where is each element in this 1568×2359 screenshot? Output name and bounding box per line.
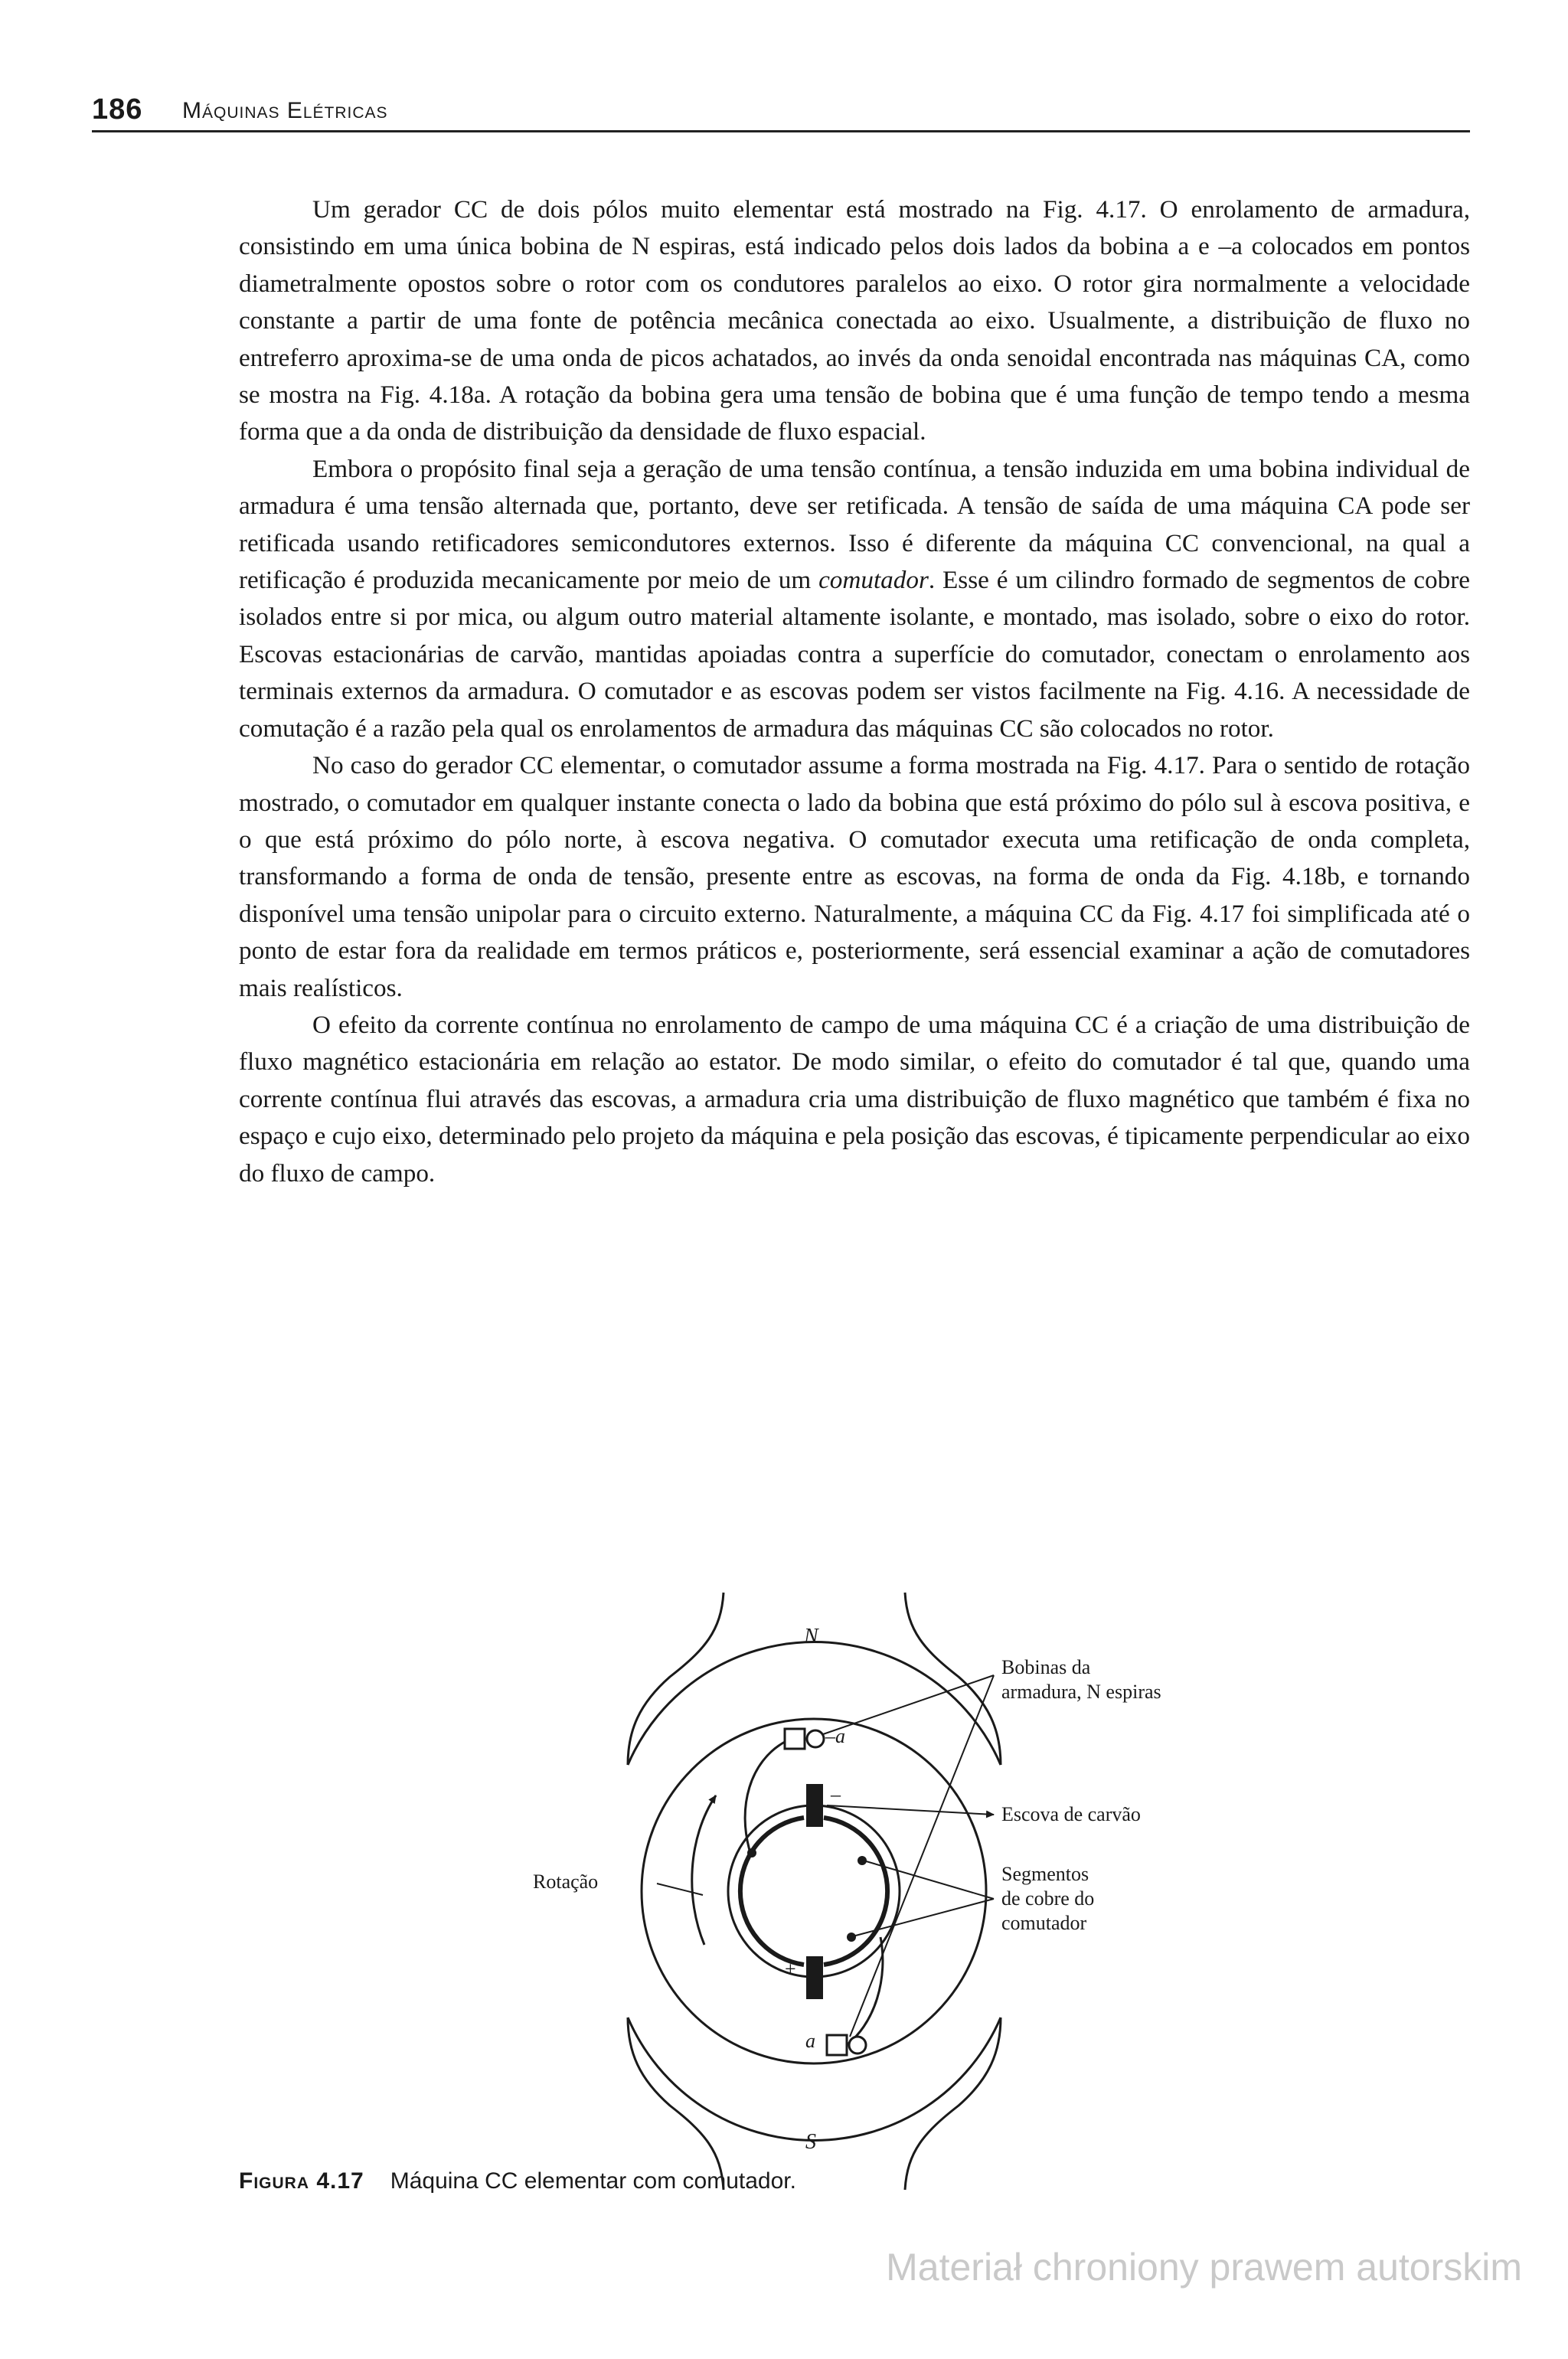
leader-coils-1 [823, 1675, 994, 1734]
label-segments-line3: comutador [1001, 1912, 1087, 1934]
label-coil-a: a [805, 2030, 815, 2052]
label-south: S [805, 2130, 816, 2154]
lead-dot-1 [858, 1856, 867, 1865]
lead-dot-3 [747, 1848, 756, 1857]
commutator-outer [728, 1805, 900, 1977]
paragraph-4: O efeito da corrente contínua no enrolamento de campo de uma máquina CC é a criação de uma distribuição de fluxo magnético estacionária em relação ao estator. De modo similar, o efeito do comutador é tal que, quando uma corrente contínua flui através das escovas, a armadura cria uma distribuição de fluxo magnético que também é fixa no espaço e cujo eixo, determinado pelo projeto da máquina e pela posição das escovas, é tipicamente perpendicular ao eixo do fluxo de campo. [239, 1010, 1470, 1188]
commutator-segment-left [740, 1818, 804, 1965]
copyright-watermark: Materiał chroniony prawem autorskim [886, 2246, 1522, 2289]
figure-caption [239, 2168, 796, 2194]
header-rule [92, 130, 1470, 132]
running-title: Máquinas Elétricas [182, 98, 388, 123]
caption-label: Figura 4.17 [239, 2168, 364, 2194]
paragraph-2-end: . Esse é um cilindro formado de segmentos de cobre isolados entre si por mica, ou algum outro material altamente isolante, e montado, mas isolado, sobre o eixo do rotor. Escovas estacionárias de carvão, mantidas apoiadas contra a superfície do comutador, conectam o enrolamento aos terminais externos da armadura. O comutador e as escovas podem ser vistos facilmente na Fig. 4.16. A necessidade de comutação é a razão pela qual os enrolamentos de armadura das máquinas CC são colocados no rotor. [239, 566, 1471, 743]
label-north: N [804, 1625, 818, 1648]
label-brush-plus: + [785, 1958, 796, 1980]
term-comutador: comutador [818, 566, 929, 595]
conductor-minus-a [807, 1730, 824, 1747]
coil-lead-lower [842, 1937, 883, 2048]
lead-dot-2 [847, 1933, 856, 1942]
caption-text: Máquina CC elementar com comutador. [390, 2168, 796, 2194]
brush-top [806, 1784, 823, 1827]
label-rotation: Rotação [533, 1871, 599, 1893]
label-armature-coils-line2: armadura, N espiras [1001, 1681, 1161, 1703]
figure-4-17 [521, 1577, 1256, 2205]
leader-segment-2 [850, 1899, 994, 1937]
label-segments-line2: de cobre do [1001, 1887, 1095, 1910]
label-brush-minus: – [831, 1783, 841, 1805]
label-armature-coils-line1: Bobinas da [1001, 1656, 1091, 1678]
rotation-arrow [692, 1795, 716, 1945]
leader-segment-1 [864, 1861, 994, 1899]
paragraph-2-start: Embora o propósito final seja a geração de uma tensão contínua, a tensão induzida em uma bobina individual de armadura é uma tensão alternada que, portanto, deve ser retificada. A tensão de saída de uma máquina CA pode ser retificada usando retificadores semicondutores externos. Isso é diferente da máquina CC convencional, na qual a retificação é produzida mecanicamente por meio de um [239, 454, 1470, 595]
coil-side-minus-a [785, 1729, 805, 1749]
leader-rotation [657, 1884, 703, 1895]
paragraph-1: Um gerador CC de dois pólos muito elementar está mostrado na Fig. 4.17. O enrolamento de armadura, consistindo em uma única bobina de N espiras, está indicado pelos dois lados da bobina a e –a colocados em pontos diametralmente opostos sobre o rotor com os condutores paralelos ao eixo. O rotor gira normalmente a velocidade constante a partir de uma fonte de potência mecânica conectada ao eixo. Usualmente, a distribuição de fluxo no entreferro aproxima-se de uma onda de picos achatados, ao invés da onda senoidal encontrada nas máquinas CA, como se mostra na Fig. 4.18a. A rotação da bobina gera uma tensão de bobina que é uma função de tempo tendo a mesma forma que a da onda de distribuição da densidade de fluxo espacial. [239, 195, 1470, 446]
commutator-segment-right [824, 1818, 887, 1965]
paragraph-3: No caso do gerador CC elementar, o comutador assume a forma mostrada na Fig. 4.17. Para o sentido de rotação mostrado, o comutador em qualquer instante conecta o lado da bobina que está próximo do pólo sul à escova positiva, e o que está próximo do pólo norte, à escova negativa. O comutador executa uma retificação de onda completa, transformando a forma de onda de tensão, presente entre as escovas, na forma de onda da Fig. 4.18b, e tornando disponível uma tensão unipolar para o circuito externo. Naturalmente, a máquina CC da Fig. 4.17 foi simplificada até o ponto de estar fora da realidade em termos práticos e, posteriormente, será essencial examinar a ação de comutadores mais realísticos. [239, 751, 1470, 1002]
label-segments-line1: Segmentos [1001, 1863, 1089, 1885]
page-header [92, 90, 1470, 136]
label-coil-minus-a: –a [825, 1725, 845, 1747]
body-text [239, 191, 1470, 1192]
paragraph-2 [239, 451, 1470, 747]
page-number: 186 [92, 93, 143, 126]
label-segments [1001, 1862, 1094, 1936]
coil-side-a [827, 2035, 847, 2055]
conductor-a [849, 2037, 866, 2054]
label-carbon-brush: Escova de carvão [1001, 1803, 1141, 1825]
brush-bottom [806, 1956, 823, 1999]
label-armature-coils [1001, 1655, 1161, 1704]
